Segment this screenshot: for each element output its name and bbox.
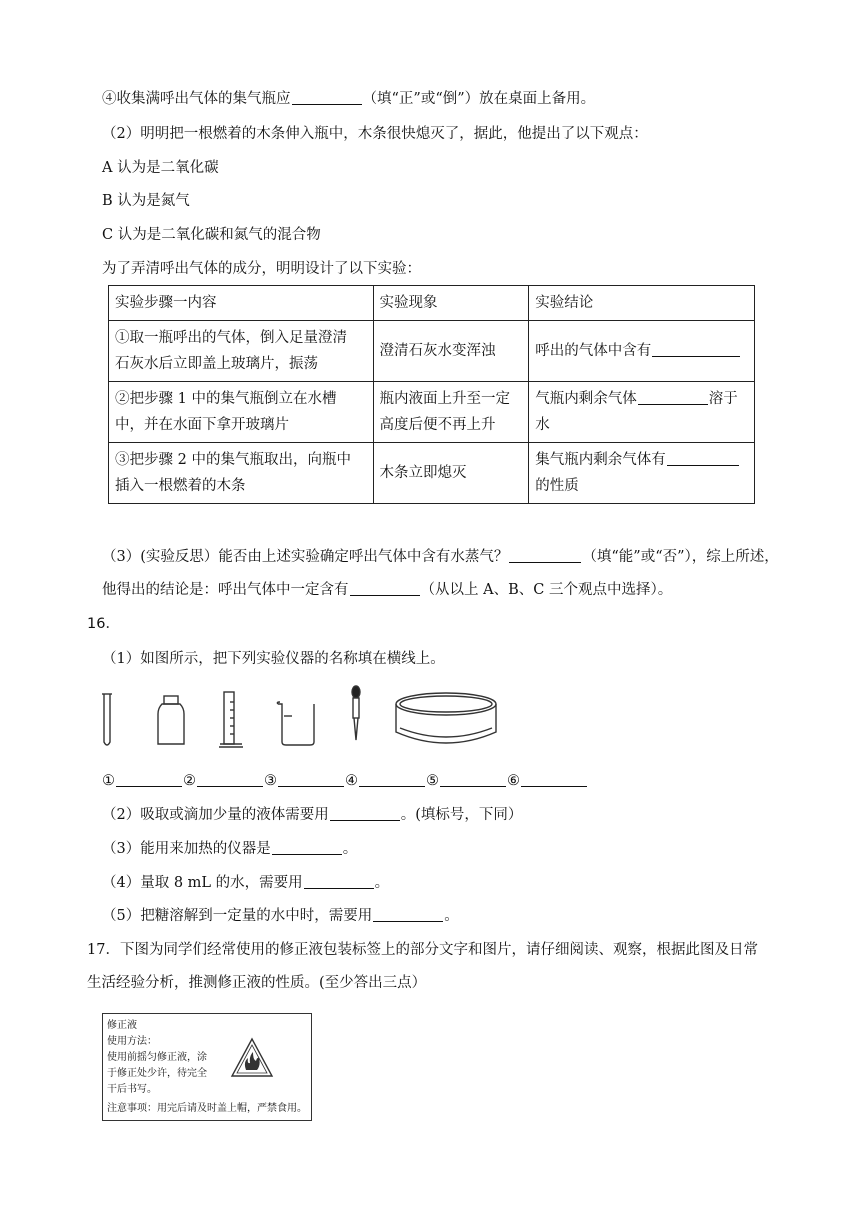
answer-blank[interactable] — [197, 772, 263, 787]
flammable-warning-icon — [229, 1036, 275, 1080]
table-row — [109, 321, 755, 382]
beaker-icon — [277, 702, 314, 745]
q15-part3-line2: 他得出的结论是：呼出气体中一定含有 （从以上 A、B、C 三个观点中选择）。 — [102, 582, 673, 598]
answer-blank[interactable] — [638, 390, 708, 405]
table-header: 实验步骤一内容 — [109, 286, 374, 321]
q15-option-a: A 认为是二氧化碳 — [102, 160, 219, 176]
q15-intro: 为了弄清呼出气体的成分，明明设计了以下实验： — [102, 261, 421, 277]
graduated-cylinder-icon — [219, 692, 243, 747]
q15-part3-line1: （3）(实验反思）能否由上述实验确定呼出气体中含有水蒸气？ （填“能”或“否”），综上所述， — [102, 549, 779, 565]
answer-blank[interactable] — [116, 772, 182, 787]
label-title: 修正液 — [107, 1020, 137, 1031]
label-note: 注意事项：用完后请及时盖上帽，严禁食用。 — [107, 1103, 307, 1114]
answer-blank[interactable] — [272, 840, 342, 855]
answer-blank[interactable] — [304, 874, 374, 889]
correction-fluid-label — [102, 1013, 312, 1121]
label-usage-line: 使用前摇匀修正液，涂 — [107, 1052, 207, 1063]
step-cell: ②把步骤 1 中的集气瓶倒立在水槽 中，并在水面下拿开玻璃片 — [109, 382, 374, 443]
q16-part2: （2）吸取或滴加少量的液体需要用 。(填标号，下同） — [102, 807, 523, 823]
answer-blank[interactable] — [292, 90, 362, 105]
test-tube-icon — [102, 694, 112, 745]
q15-option-c: C 认为是二氧化碳和氮气的混合物 — [102, 227, 321, 243]
answer-blank[interactable] — [359, 772, 425, 787]
table-row — [109, 443, 755, 504]
answer-blank[interactable] — [521, 772, 587, 787]
q15-part2: （2）明明把一根燃着的木条伸入瓶中，木条很快熄灭了，据此，他提出了以下观点： — [102, 126, 648, 142]
table-row — [109, 382, 755, 443]
answer-blank[interactable] — [509, 548, 581, 563]
conclusion-cell: 气瓶内剩余气体 溶于 水 — [529, 382, 755, 443]
label-usage-line: 于修正处少许，待完全 — [107, 1068, 207, 1079]
phenomenon-cell: 木条立即熄灭 — [373, 443, 529, 504]
answer-blank[interactable] — [373, 907, 443, 922]
q16-labels: ① ② ③ ④ ⑤ ⑥ — [102, 771, 588, 791]
q16-part5: （5）把糖溶解到一定量的水中时，需要用 。 — [102, 908, 459, 924]
q16-number: 16． — [87, 616, 120, 632]
answer-blank[interactable] — [440, 772, 506, 787]
phenomenon-cell: 澄清石灰水变浑浊 — [373, 321, 529, 382]
answer-blank[interactable] — [278, 772, 344, 787]
conclusion-cell: 集气瓶内剩余气体有 的性质 — [529, 443, 755, 504]
q17-line2: 生活经验分析，推测修正液的性质。(至少答出三点） — [87, 975, 427, 991]
q17-line1: 17．下图为同学们经常使用的修正液包装标签上的部分文字和图片，请仔细阅读、观察，根据此图及日常 — [87, 942, 758, 958]
answer-blank[interactable] — [350, 581, 420, 596]
wide-mouth-bottle-icon — [158, 696, 184, 744]
q16-part4: （4）量取 8 mL 的水，需要用 。 — [102, 875, 390, 891]
step-cell: ①取一瓶呼出的气体，倒入足量澄清 石灰水后立即盖上玻璃片，振荡 — [109, 321, 374, 382]
table-header: 实验现象 — [373, 286, 529, 321]
q16-part3: （3）能用来加热的仪器是 。 — [102, 841, 358, 857]
label-usage-line: 干后书写。 — [107, 1084, 157, 1095]
phenomenon-cell: 瓶内液面上升至一定 高度后便不再上升 — [373, 382, 529, 443]
dropper-icon — [352, 686, 360, 740]
experiment-table — [108, 285, 755, 504]
table-header-row — [109, 286, 755, 321]
q16-part1: （1）如图所示，把下列实验仪器的名称填在横线上。 — [102, 651, 445, 667]
answer-blank[interactable] — [652, 342, 740, 357]
answer-blank[interactable] — [330, 806, 400, 821]
label-usage: 使用方法： — [107, 1036, 157, 1047]
answer-blank[interactable] — [667, 451, 739, 466]
instrument-illustrations — [96, 682, 526, 752]
table-header: 实验结论 — [529, 286, 755, 321]
q15-option-b: B 认为是氮气 — [102, 193, 190, 209]
q15-item4: ④收集满呼出气体的集气瓶应 （填“正”或“倒”）放在桌面上备用。 — [102, 91, 596, 107]
evaporating-dish-icon — [396, 693, 496, 743]
conclusion-cell: 呼出的气体中含有 — [529, 321, 755, 382]
step-cell: ③把步骤 2 中的集气瓶取出，向瓶中 插入一根燃着的木条 — [109, 443, 374, 504]
